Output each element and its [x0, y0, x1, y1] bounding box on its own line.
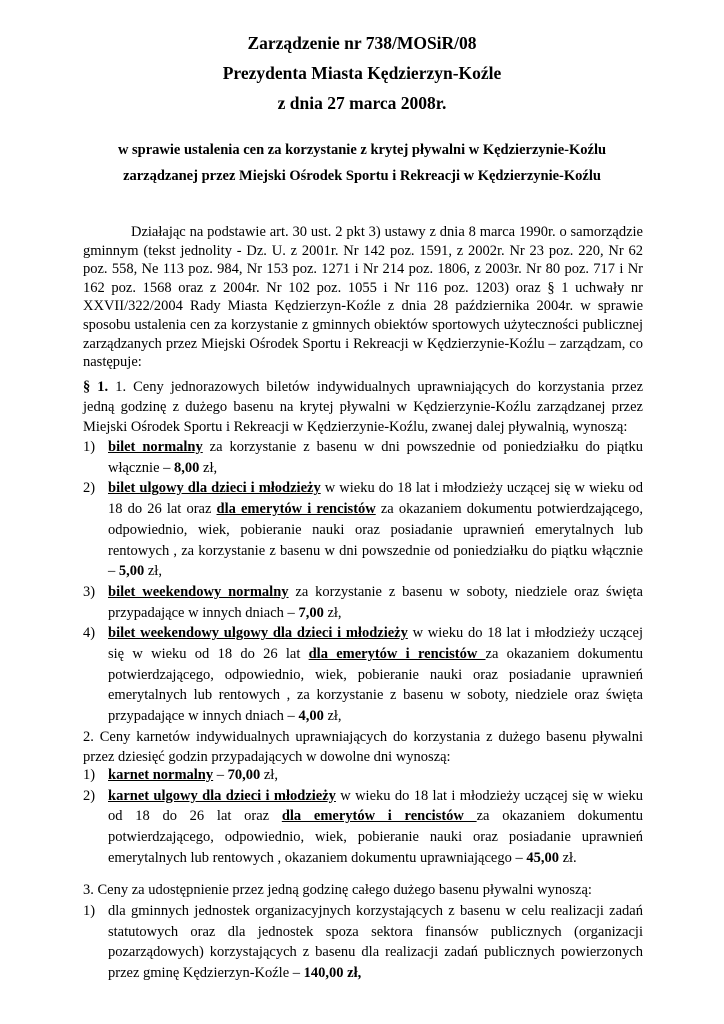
legal-basis-paragraph: Działając na podstawie art. 30 ust. 2 pkt 3) ustawy z dnia 8 marca 1990r. o samorządzie gminnym (tekst jednolity - Dz. U. z 2001r. Nr 142 poz. 1591, z 2002r. Nr 23 poz. 220, Nr 62 poz. 558, Ne 113 poz. 984, Nr 153 poz. 1271 i Nr 214 poz. 1806, z 2003r. Nr 80 poz. 717 i Nr 162 poz. 1568 oraz z 2004r. Nr 102 poz. 1055 i Nr 116 poz. 1203) oraz § 1 uchwały nr XXVII/322/2004 Rady Miasta Kędzierzyn-Koźle z dnia 28 października 2004r. w sprawie sposobu ustalenia cen za korzystanie z gminnych obiektów sportowych użyteczności publicznej zarządzanych przez Miejski Ośrodek Sportu i Rekreacji w Kędzierzynie-Koźlu – zarządzam, co następuje: [83, 224, 643, 371]
item-text: za korzystanie z basenu w soboty, niedziele oraz święta przypadające w innych dniach – [108, 583, 643, 621]
pass-name: karnet ulgowy dla dzieci i młodzieży [108, 787, 336, 804]
list-item [83, 623, 643, 727]
item-text: dla gminnych jednostek organizacyjnych korzystających z basenu w celu realizacji zadań statutowych oraz dla jednostek spoza sektora finansów publicznych (organizacji pozarządowych) korzystających z basenu dla realizacji zadań publicznych powierzonych przez gminę Kędzierzyn-Koźle – [108, 903, 643, 982]
section-1-list [83, 437, 643, 727]
list-item [83, 437, 643, 478]
item-text: za okazaniem dokumentu potwierdzającego, odpowiednio, wiek, pobieranie nauki oraz posiadanie uprawnień emerytalnych lub rentowych , okazaniem dokumentu uprawniającego – [108, 808, 643, 866]
ticket-name: bilet weekendowy ulgowy dla dzieci i młodzieży [108, 625, 408, 642]
item-number: 4) [83, 625, 96, 642]
item-number: 2) [83, 787, 96, 804]
item-number: 1) [83, 439, 96, 455]
item-price: 7,00 [298, 604, 324, 621]
issuer-heading: Prezydenta Miasta Kędzierzyn-Koźle [222, 63, 502, 83]
item-text: – [213, 767, 228, 783]
item-text: w wieku do 18 lat i młodzieży uczącej się w wieku od 18 do 26 lat oraz [108, 787, 643, 825]
item-text: za okazaniem dokumentu potwierdzającego, odpowiednio, wiek, pobieranie nauki oraz posiadanie uprawnień emerytalnych lub rentowych , za korzystanie z basenu w dni powszednie od poniedziałku do piątku włącznie – [108, 501, 643, 580]
ticket-group: dla emerytów i rencistów [308, 646, 486, 663]
item-price: 8,00 [174, 459, 200, 476]
item-text: za okazaniem dokumentu potwierdzającego, odpowiednio, wiek, pobieranie nauki oraz posiadanie uprawnień emerytalnych lub rentowych , za korzystanie z basenu w soboty, niedziele oraz święta przypadające w innych dniach – [108, 646, 643, 725]
section-2-intro: 2. Ceny karnetów indywidualnych uprawniających do korzystania z dużego basenu pływalni przez dziesięć godzin przypadających w dowolne dni wynoszą: [83, 729, 643, 765]
item-price: 140,00 zł, [303, 965, 362, 982]
item-text: w wieku do 18 lat i młodzieży uczącej się w wieku od 18 do 26 lat [108, 625, 644, 663]
section-1-intro [83, 377, 643, 437]
item-text: zł, [323, 708, 342, 725]
ticket-name: bilet weekendowy normalny [108, 583, 289, 600]
ticket-name: bilet ulgowy dla dzieci i młodzieży [108, 480, 321, 497]
list-item [83, 765, 643, 786]
ordinance-number-heading: Zarządzenie nr 738/MOSiR/08 [247, 33, 477, 53]
item-text: zł, [144, 563, 162, 580]
item-text: zł, [199, 459, 218, 476]
list-item [83, 478, 643, 582]
section-3-intro: 3. Ceny za udostępnienie przez jedną godzinę całego dużego basenu pływalni wynoszą: [83, 882, 592, 898]
item-text: zł, [260, 767, 278, 783]
item-number: 1) [83, 767, 96, 783]
item-text: w wieku do 18 lat i młodzieży uczącej się w wieku od 18 do 26 lat oraz [108, 480, 643, 518]
section-1-intro-text: 1. Ceny jednorazowych biletów indywidualnych uprawniających do korzystania przez jedną godzinę z dużego basenu na krytej pływalni w Kędzierzynie-Koźlu zarządzanej przez Miejski Ośrodek Sportu i Rekreacji w Kędzierzynie-Koźlu, zwanej dalej pływalnią, wynoszą: [83, 379, 644, 435]
item-price: 70,00 [227, 767, 261, 783]
list-item [83, 582, 643, 623]
subject-line-2: zarządzanej przez Miejski Ośrodek Sportu i Rekreacji w Kędzierzynie-Koźlu [123, 168, 601, 184]
ticket-name: bilet normalny [108, 439, 203, 455]
subject-line-1: w sprawie ustalenia cen za korzystanie z krytej pływalni w Kędzierzynie-Koźlu [117, 142, 607, 158]
section-3-list [83, 901, 643, 984]
item-text: zł. [558, 849, 577, 866]
item-number: 3) [83, 583, 96, 600]
item-text: za korzystanie z basenu w dni powszednie od poniedziałku do piątku włącznie – [108, 439, 643, 476]
date-heading: z dnia 27 marca 2008r. [277, 93, 447, 113]
item-price: 45,00 [526, 849, 559, 866]
list-item [83, 901, 643, 984]
item-number: 1) [83, 903, 96, 919]
item-price: 4,00 [298, 708, 324, 725]
item-number: 2) [83, 480, 96, 497]
item-text: zł, [323, 604, 342, 621]
section-1-mark: § 1. [83, 379, 109, 395]
item-price: 5,00 [118, 563, 145, 580]
ticket-group: dla emerytów i rencistów [216, 501, 376, 518]
pass-group: dla emerytów i rencistów [281, 808, 477, 825]
pass-name: karnet normalny [108, 767, 214, 783]
section-2-list [83, 765, 643, 869]
list-item [83, 786, 643, 869]
